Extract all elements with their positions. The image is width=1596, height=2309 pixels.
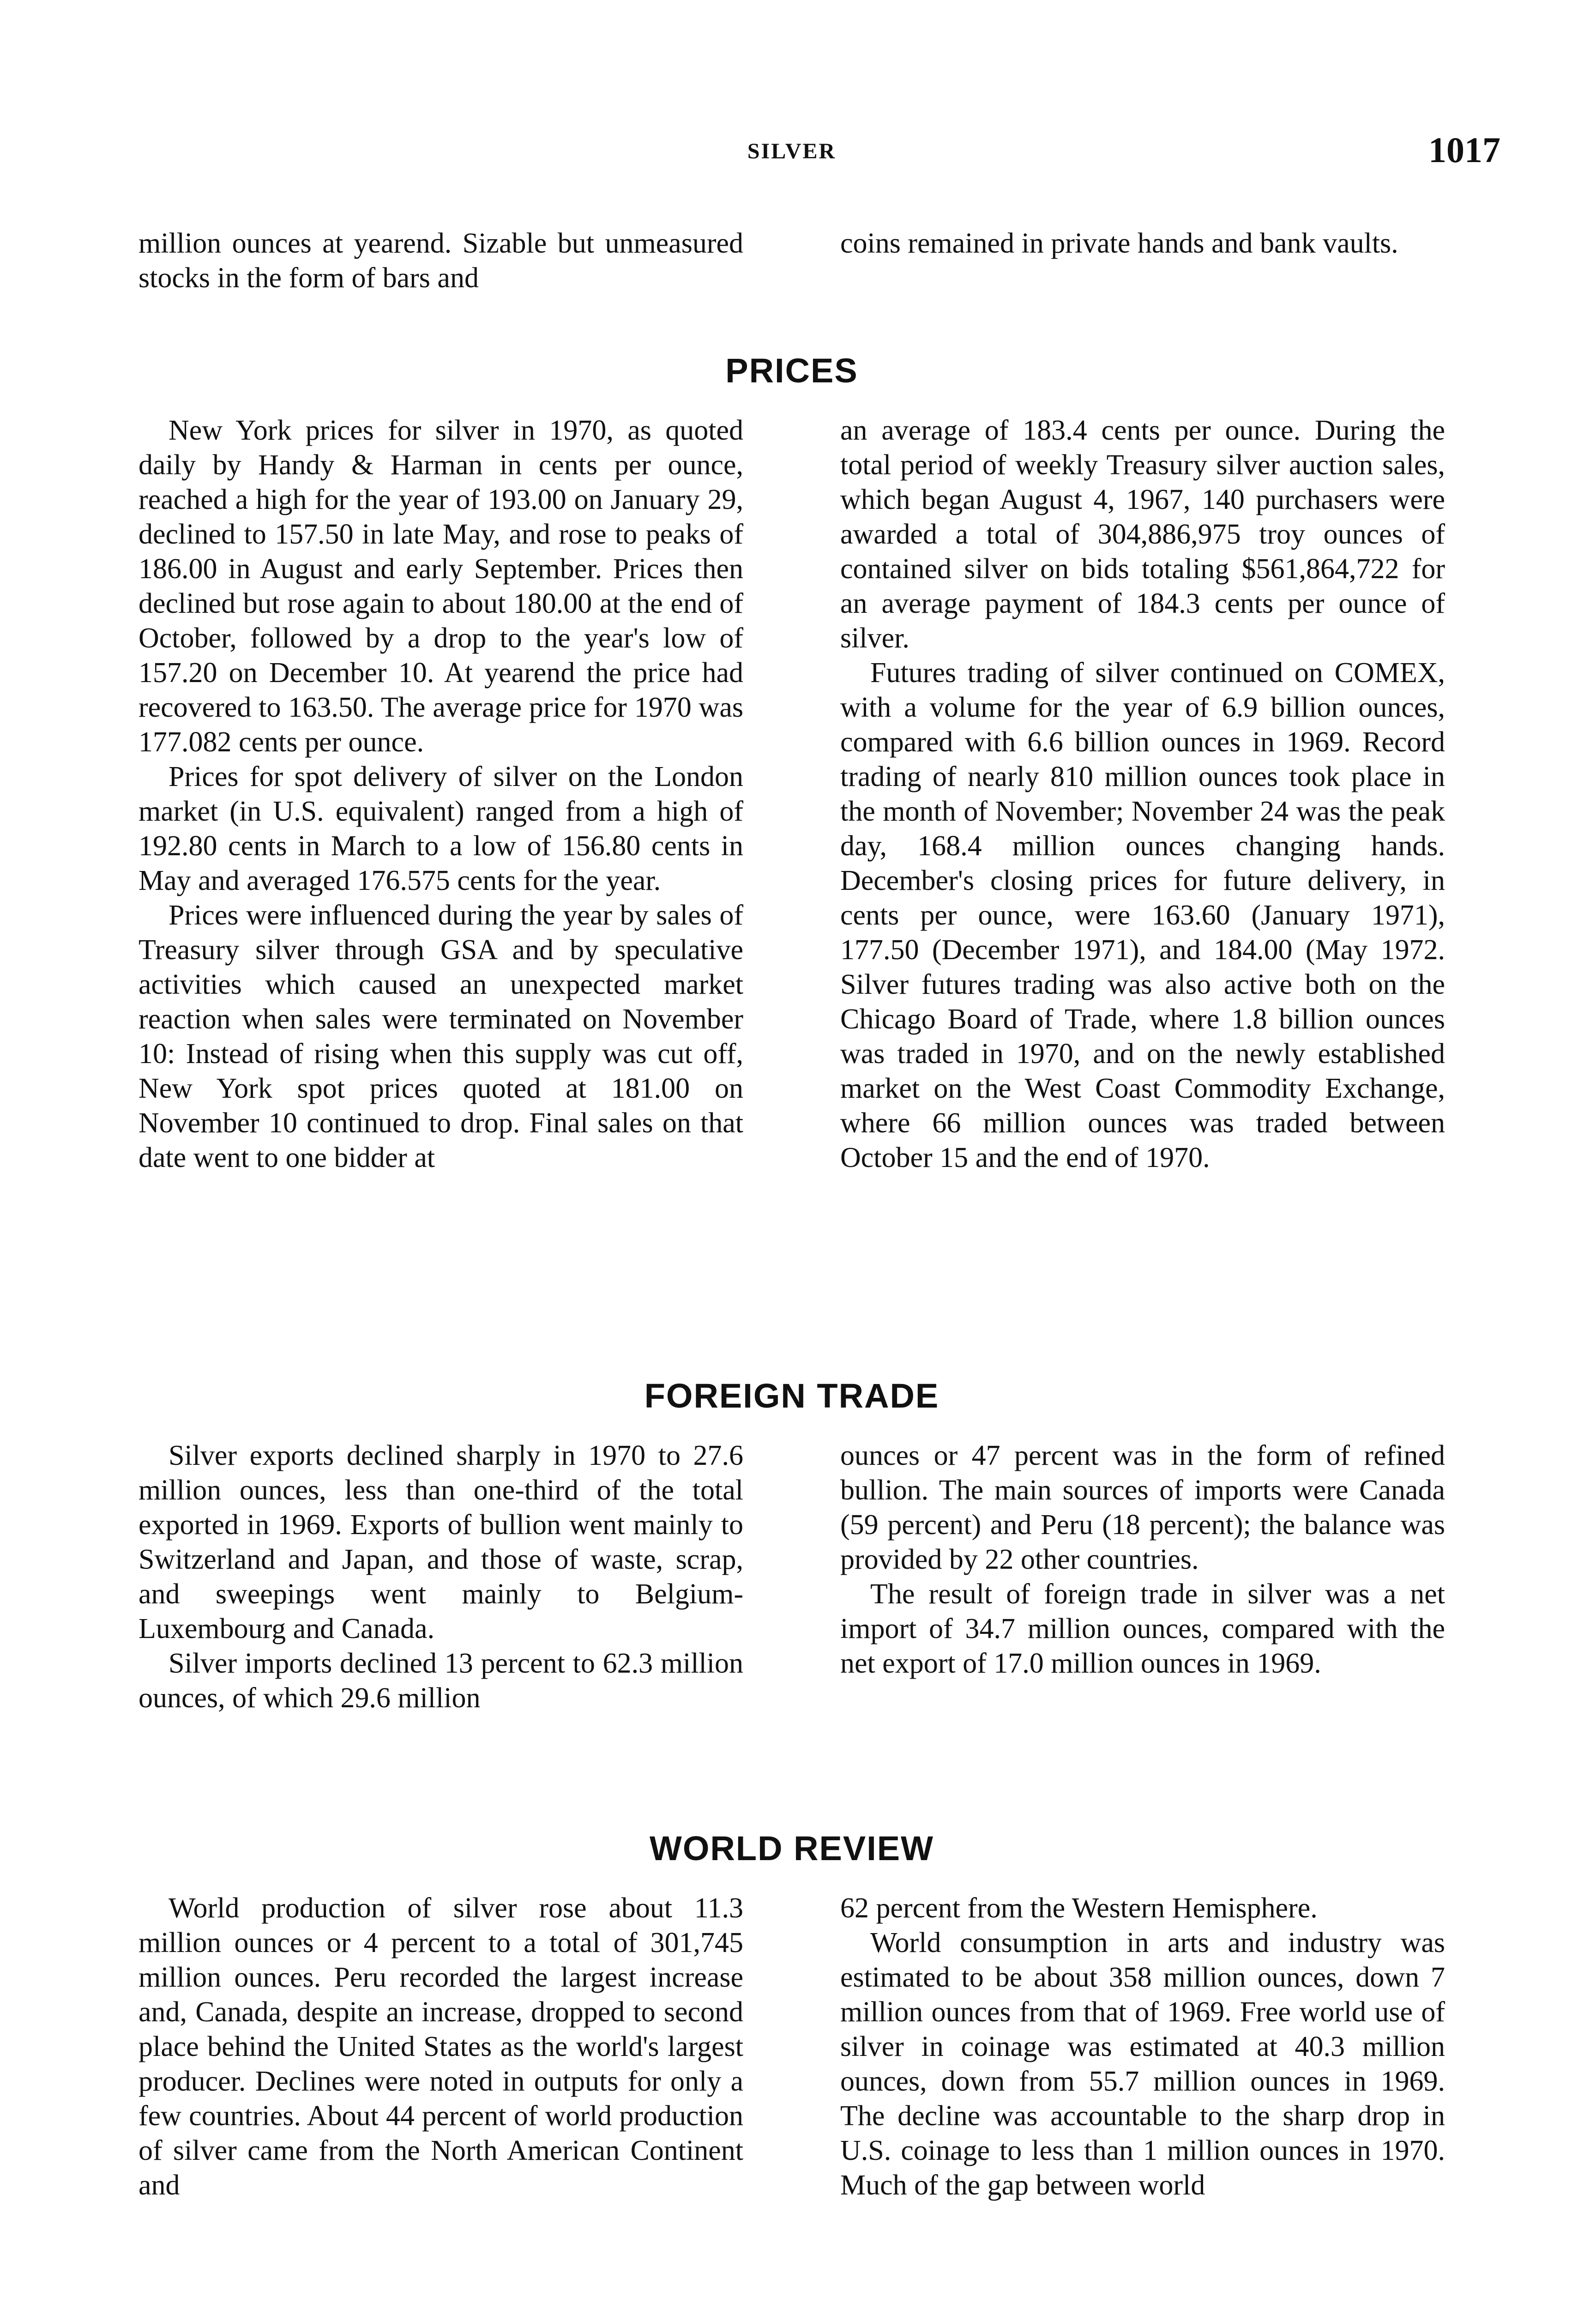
foreign-trade-left-column bbox=[139, 1439, 743, 1716]
paragraph: World production of silver rose about 11.3 million ounces or 4 percent to a total of 301,745 million ounces. Peru recorded the largest increase and, Canada, despite an increase, dropped to second place behind the United States as the world's largest producer. Declines were noted in outputs for only a few countries. About 44 percent of world production of silver came from the North American Continent and bbox=[139, 1892, 743, 2201]
paragraph: ounces or 47 percent was in the form of refined bullion. The main sources of imports were Canada (59 percent) and Peru (18 percent); the balance was provided by 22 other countries. bbox=[840, 1440, 1445, 1575]
world-review-left-column bbox=[139, 1891, 743, 2203]
world-review-right-column bbox=[840, 1891, 1445, 2203]
paragraph: 62 percent from the Western Hemisphere. bbox=[840, 1892, 1318, 1924]
paragraph: coins remained in private hands and bank vaults. bbox=[840, 228, 1398, 259]
running-head: SILVER bbox=[747, 139, 837, 163]
paragraph: New York prices for silver in 1970, as quoted daily by Handy & Harman in cents per ounce, reached a high for the year of 193.00 on January 29, declined to 157.50 in late May, and rose to peaks of 186.00 in August and early September. Prices then declined but rose again to about 180.00 at the end of October, followed by a drop to the year's low of 157.20 on December 10. At yearend the price had recovered to 163.50. The average price for 1970 was 177.082 cents per ounce. bbox=[139, 415, 743, 758]
intro-section bbox=[139, 226, 1445, 296]
intro-left-column bbox=[139, 226, 743, 296]
prices-section bbox=[139, 351, 1445, 1175]
foreign-trade-right-column bbox=[840, 1439, 1445, 1716]
paragraph: Silver exports declined sharply in 1970 to 27.6 million ounces, less than one-third of the total exported in 1969. Exports of bullion went mainly to Switzerland and Japan, and those of waste, scrap, and sweepings went mainly to Belgium-Luxembourg and Canada. bbox=[139, 1440, 743, 1644]
page-header bbox=[139, 129, 1500, 180]
intro-right-column bbox=[840, 226, 1445, 296]
section-title-world-review: WORLD REVIEW bbox=[650, 1829, 934, 1868]
world-review-section bbox=[139, 1829, 1445, 2203]
prices-right-column bbox=[840, 413, 1445, 1175]
prices-left-column bbox=[139, 413, 743, 1175]
paragraph: Prices were influenced during the year by sales of Treasury silver through GSA and by speculative activities which caused an unexpected market reaction when sales were terminated on November 10: Instead of rising when this supply was cut off, New York spot prices quoted at 181.00 on November 10 continued to drop. Final sales on that date went to one bidder at bbox=[139, 900, 743, 1173]
paragraph: Prices for spot delivery of silver on the London market (in U.S. equivalent) ranged from a high of 192.80 cents in March to a low of 156.80 cents in May and averaged 176.575 cents for the year. bbox=[139, 761, 743, 896]
foreign-trade-section bbox=[139, 1376, 1445, 1716]
paragraph: World consumption in arts and industry was estimated to be about 358 million ounces, down 7 million ounces from that of 1969. Free world use of silver in coinage was estimated at 40.3 million ounces, down from 55.7 million ounces in 1969. The decline was accountable to the sharp drop in U.S. coinage to less than 1 million ounces in 1970. Much of the gap between world bbox=[840, 1927, 1445, 2201]
paragraph: Futures trading of silver continued on COMEX, with a volume for the year of 6.9 billion ounces, compared with 6.6 billion ounces in 1969. Record trading of nearly 810 million ounces took place in the month of November; November 24 was the peak day, 168.4 million ounces changing hands. December's closing prices for future delivery, in cents per ounce, were 163.60 (January 1971), 177.50 (December 1971), and 184.00 (May 1972. Silver futures trading was also active both on the Chicago Board of Trade, where 1.8 billion ounces was traded in 1970, and on the newly established market on the West Coast Commodity Exchange, where 66 million ounces was traded between October 15 and the end of 1970. bbox=[840, 657, 1445, 1173]
paragraph: Silver imports declined 13 percent to 62.3 million ounces, of which 29.6 million bbox=[139, 1648, 743, 1714]
page-number: 1017 bbox=[1428, 130, 1500, 170]
paragraph: an average of 183.4 cents per ounce. During the total period of weekly Treasury silver auction sales, which began August 4, 1967, 140 purchasers were awarded a total of 304,886,975 troy ounces of contained silver on bids totaling $561,864,722 for an average payment of 184.3 cents per ounce of silver. bbox=[840, 415, 1445, 654]
paragraph: million ounces at yearend. Sizable but unmeasured stocks in the form of bars and bbox=[139, 228, 743, 294]
section-title-prices: PRICES bbox=[725, 351, 858, 390]
section-title-foreign-trade: FOREIGN TRADE bbox=[644, 1377, 940, 1415]
paragraph: The result of foreign trade in silver was a net import of 34.7 million ounces, compared with the net export of 17.0 million ounces in 1969. bbox=[840, 1578, 1445, 1679]
